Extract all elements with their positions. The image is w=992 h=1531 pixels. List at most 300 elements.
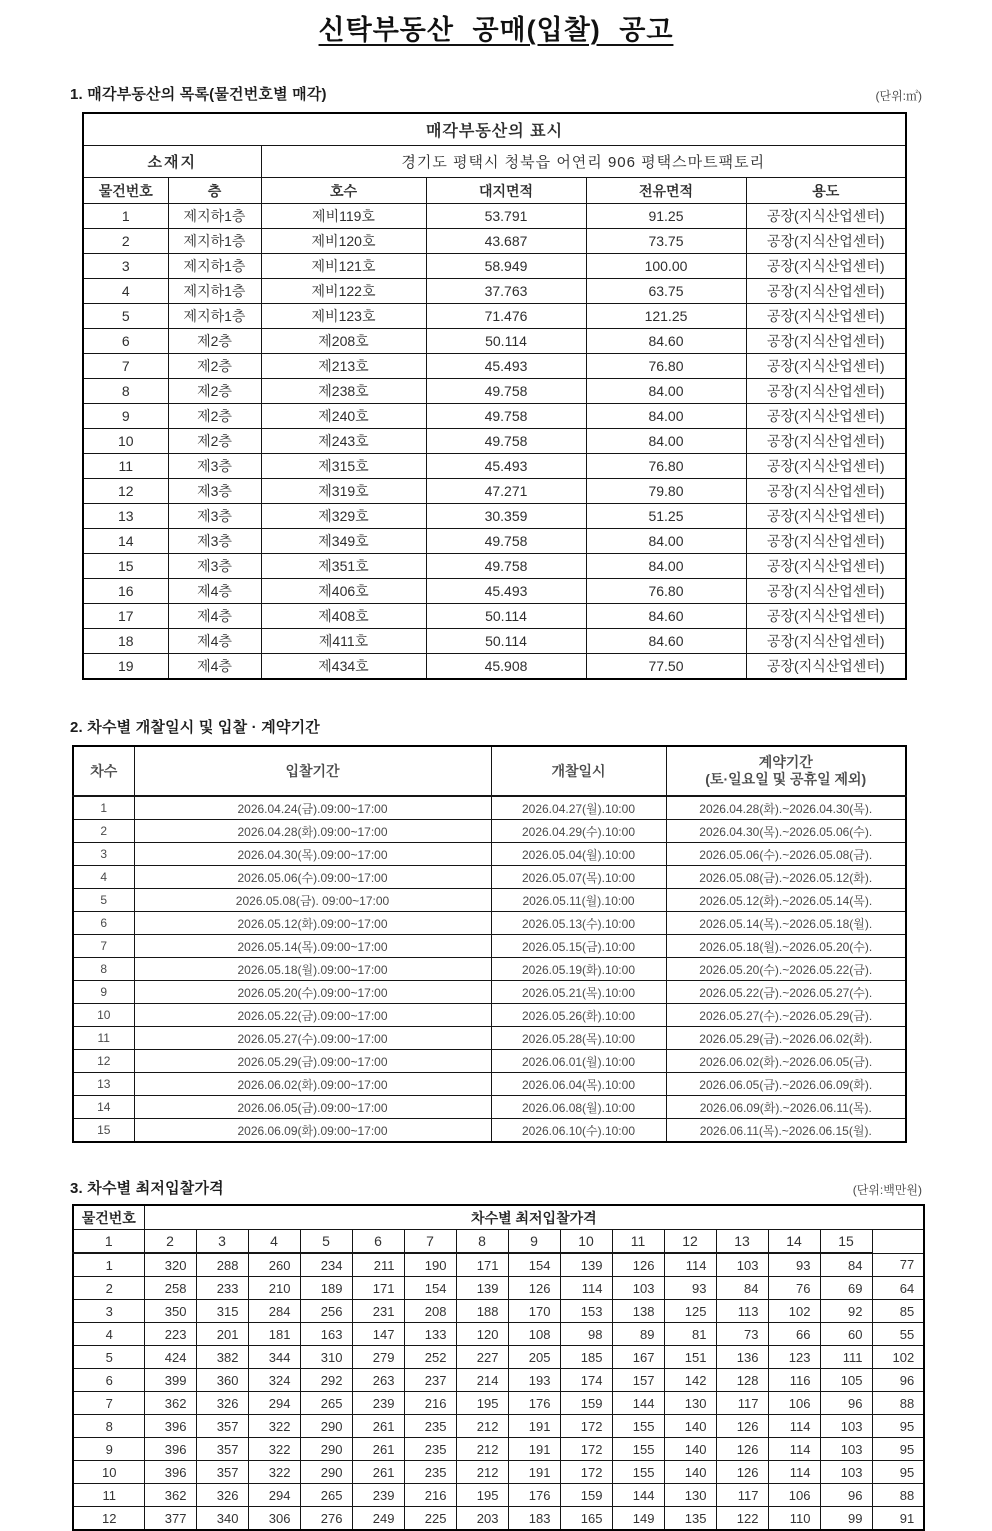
table-row [83,379,906,404]
table-cell: 203 [456,1507,508,1531]
table-cell: 공장(지식산업센터) [746,579,906,604]
table-cell: 105 [820,1369,872,1392]
table-cell: 139 [456,1277,508,1300]
table-cell: 제비122호 [261,279,426,304]
table-cell: 제비121호 [261,254,426,279]
table-cell: 제4층 [168,604,261,629]
table-cell: 326 [196,1392,248,1415]
table-row [73,1096,906,1119]
table-cell: 제406호 [261,579,426,604]
table-cell: 249 [352,1507,404,1531]
table-cell: 5 [300,1230,352,1254]
table-cell: 235 [404,1461,456,1484]
table-cell: 191 [508,1461,560,1484]
table-cell: 310 [300,1346,352,1369]
table-cell: 50.114 [426,629,586,654]
col-header-floor: 층 [168,178,261,204]
table-cell: 96 [872,1369,924,1392]
table-cell: 14 [768,1230,820,1254]
table-cell: 7 [73,935,134,958]
table-cell: 11 [73,1484,144,1507]
table-cell: 2026.05.27(수).09:00~17:00 [134,1027,491,1050]
table-cell: 120 [456,1323,508,1346]
table-cell: 제지하1층 [168,279,261,304]
table-cell: 102 [872,1346,924,1369]
table-cell: 167 [612,1346,664,1369]
table-cell: 공장(지식산업센터) [746,604,906,629]
table-cell: 2026.05.08(금).~2026.05.12(화). [666,866,906,889]
table-cell: 제4층 [168,654,261,680]
table-cell: 12 [664,1230,716,1254]
table-cell: 공장(지식산업센터) [746,329,906,354]
table-cell: 2026.05.20(수).09:00~17:00 [134,981,491,1004]
table-cell: 제349호 [261,529,426,554]
table-cell: 3 [73,1300,144,1323]
table-cell: 45.493 [426,454,586,479]
table-row [73,1392,924,1415]
table-cell: 108 [508,1323,560,1346]
document-page [0,8,992,1526]
table-cell: 172 [560,1461,612,1484]
table-cell: 11 [83,454,168,479]
table-cell: 126 [508,1277,560,1300]
table-cell: 185 [560,1346,612,1369]
table-cell: 2026.05.15(금).10:00 [491,935,666,958]
table-cell: 165 [560,1507,612,1531]
table-cell: 195 [456,1484,508,1507]
table-cell: 제2층 [168,354,261,379]
table-cell: 190 [404,1253,456,1277]
table-cell: 공장(지식산업센터) [746,529,906,554]
table-cell: 103 [820,1438,872,1461]
table-cell: 2026.06.09(화).09:00~17:00 [134,1119,491,1143]
table-cell: 292 [300,1369,352,1392]
table-cell: 362 [144,1392,196,1415]
table-row [73,1004,906,1027]
table-cell: 9 [73,1438,144,1461]
table-cell: 396 [144,1415,196,1438]
table-cell: 73 [716,1323,768,1346]
table-cell: 9 [83,404,168,429]
col-header-bid-period: 입찰기간 [134,746,491,796]
table-cell: 195 [456,1392,508,1415]
table-cell: 265 [300,1484,352,1507]
table-cell: 212 [456,1415,508,1438]
schedule-table-body [73,796,906,1142]
table-cell: 9 [508,1230,560,1254]
table-cell: 77.50 [586,654,746,680]
table-cell: 13 [83,504,168,529]
table-cell: 93 [768,1253,820,1277]
table-cell: 66 [768,1323,820,1346]
table-cell: 171 [352,1277,404,1300]
table-cell: 공장(지식산업센터) [746,554,906,579]
table-cell: 2026.06.10(수).10:00 [491,1119,666,1143]
table-row [73,1461,924,1484]
table-cell: 6 [73,1369,144,1392]
table-cell: 95 [872,1415,924,1438]
table-cell: 140 [664,1438,716,1461]
table-cell: 144 [612,1392,664,1415]
table-cell: 제329호 [261,504,426,529]
table-cell: 제213호 [261,354,426,379]
table-cell: 126 [716,1415,768,1438]
table-row [73,820,906,843]
table-cell: 제2층 [168,429,261,454]
table-cell: 63.75 [586,279,746,304]
table-cell: 155 [612,1415,664,1438]
table-cell: 제비120호 [261,229,426,254]
table-cell: 60 [820,1323,872,1346]
table-cell: 290 [300,1438,352,1461]
table-row [73,843,906,866]
table-cell: 424 [144,1346,196,1369]
property-list-table [82,112,907,680]
table-cell: 2026.05.19(화).10:00 [491,958,666,981]
table-cell: 공장(지식산업센터) [746,404,906,429]
table-cell: 382 [196,1346,248,1369]
table-cell: 2 [144,1230,196,1254]
table-cell: 제408호 [261,604,426,629]
table-row [73,796,906,820]
table-cell: 159 [560,1484,612,1507]
table-cell: 96 [820,1392,872,1415]
table-row [83,454,906,479]
table-cell: 155 [612,1438,664,1461]
table-cell: 183 [508,1507,560,1531]
table-cell: 79.80 [586,479,746,504]
table-cell: 43.687 [426,229,586,254]
table-cell: 357 [196,1415,248,1438]
table-cell: 제319호 [261,479,426,504]
table-cell: 237 [404,1369,456,1392]
table-cell: 10 [83,429,168,454]
table-cell: 91 [872,1507,924,1531]
table-cell: 제지하1층 [168,254,261,279]
table-cell: 제2층 [168,379,261,404]
table-cell: 170 [508,1300,560,1323]
table-cell: 12 [73,1050,134,1073]
table-cell: 211 [352,1253,404,1277]
location-row [83,146,906,178]
table-cell: 8 [73,1415,144,1438]
table-cell: 58.949 [426,254,586,279]
table-cell: 2026.06.05(금).09:00~17:00 [134,1096,491,1119]
table-cell: 306 [248,1507,300,1531]
table-cell: 288 [196,1253,248,1277]
table-cell: 6 [352,1230,404,1254]
table-cell: 147 [352,1323,404,1346]
table-cell: 15 [73,1119,134,1143]
table-cell: 11 [73,1027,134,1050]
table-cell: 4 [73,866,134,889]
table-cell: 176 [508,1392,560,1415]
table-cell: 6 [83,329,168,354]
table-row [73,1300,924,1323]
table-cell: 210 [248,1277,300,1300]
table-cell: 51.25 [586,504,746,529]
table-cell: 151 [664,1346,716,1369]
table-cell: 216 [404,1484,456,1507]
table-row [83,254,906,279]
table-cell: 153 [560,1300,612,1323]
table-cell: 126 [716,1461,768,1484]
table-cell: 396 [144,1461,196,1484]
table-cell: 12 [73,1507,144,1531]
table-cell: 91.25 [586,204,746,229]
table-cell: 84.60 [586,329,746,354]
table-cell: 2026.05.04(월).10:00 [491,843,666,866]
table-cell: 2026.04.27(월).10:00 [491,796,666,820]
table-cell: 50.114 [426,329,586,354]
table-cell: 279 [352,1346,404,1369]
table-cell: 84 [716,1277,768,1300]
table-cell: 99 [820,1507,872,1531]
table-cell: 100.00 [586,254,746,279]
table-cell: 4 [83,279,168,304]
table-cell: 2026.05.12(화).09:00~17:00 [134,912,491,935]
table-cell: 55 [872,1323,924,1346]
table-cell: 제243호 [261,429,426,454]
table-cell: 92 [820,1300,872,1323]
table-cell: 88 [872,1392,924,1415]
section-1-unit-label: (단위:㎡) [875,89,922,103]
table-cell: 114 [768,1415,820,1438]
table-cell: 322 [248,1438,300,1461]
table-cell: 45.493 [426,579,586,604]
table-row [83,304,906,329]
table-cell: 133 [404,1323,456,1346]
table-cell: 106 [768,1392,820,1415]
table-cell: 10 [560,1230,612,1254]
table-cell: 5 [73,889,134,912]
table-cell: 공장(지식산업센터) [746,429,906,454]
table-cell: 17 [83,604,168,629]
table-cell: 2026.05.29(금).09:00~17:00 [134,1050,491,1073]
table-cell: 174 [560,1369,612,1392]
table-cell: 64 [872,1277,924,1300]
table-cell: 2026.05.27(수).~2026.05.29(금). [666,1004,906,1027]
table-cell: 2026.05.22(금).09:00~17:00 [134,1004,491,1027]
table-row [73,1415,924,1438]
table-cell: 258 [144,1277,196,1300]
table-cell: 123 [768,1346,820,1369]
table-cell: 30.359 [426,504,586,529]
table-cell: 225 [404,1507,456,1531]
table-cell: 공장(지식산업센터) [746,229,906,254]
table-cell: 176 [508,1484,560,1507]
table-cell: 157 [612,1369,664,1392]
table-row [83,429,906,454]
table-row [73,1027,906,1050]
table-cell: 114 [664,1253,716,1277]
table-cell: 77 [872,1253,924,1277]
price-span-header: 차수별 최저입찰가격 [144,1205,924,1230]
table-cell: 84.00 [586,379,746,404]
table-cell: 294 [248,1484,300,1507]
table-cell: 290 [300,1415,352,1438]
table-row [73,1119,906,1143]
table-cell: 제3층 [168,454,261,479]
table-cell: 19 [83,654,168,680]
col-header-unit-no: 호수 [261,178,426,204]
table-cell: 47.271 [426,479,586,504]
table-cell: 제240호 [261,404,426,429]
table-cell: 49.758 [426,404,586,429]
table-row [73,1369,924,1392]
table-cell: 9 [73,981,134,1004]
table-cell: 172 [560,1415,612,1438]
col-header-exclusive-area: 전유면적 [586,178,746,204]
table-cell: 2026.06.08(월).10:00 [491,1096,666,1119]
table-cell: 96 [820,1484,872,1507]
table-cell: 공장(지식산업센터) [746,204,906,229]
table-cell: 공장(지식산업센터) [746,479,906,504]
table-row [73,1438,924,1461]
table-cell: 181 [248,1323,300,1346]
table-cell: 공장(지식산업센터) [746,379,906,404]
table-cell: 263 [352,1369,404,1392]
table-cell: 7 [73,1392,144,1415]
table-cell: 5 [73,1346,144,1369]
table-cell: 76.80 [586,454,746,479]
table-cell: 260 [248,1253,300,1277]
table-cell: 제351호 [261,554,426,579]
table-cell: 76 [768,1277,820,1300]
table-cell: 126 [612,1253,664,1277]
section-1-heading: 1. 매각부동산의 목록(물건번호별 매각) [70,86,327,103]
table-cell: 103 [820,1415,872,1438]
table-cell: 113 [716,1300,768,1323]
table-cell: 340 [196,1507,248,1531]
table-cell: 84.00 [586,429,746,454]
table-cell: 제지하1층 [168,204,261,229]
table-cell: 139 [560,1253,612,1277]
table-row [73,1323,924,1346]
table-row [73,889,906,912]
table-cell: 2 [73,820,134,843]
property-table-body [83,204,906,680]
table-cell: 159 [560,1392,612,1415]
table-cell: 95 [872,1438,924,1461]
table-cell: 320 [144,1253,196,1277]
table-cell: 216 [404,1392,456,1415]
location-label: 소재지 [83,146,261,178]
table-row [83,229,906,254]
section-3-heading-row [70,1177,922,1198]
table-row [73,958,906,981]
table-cell: 2026.04.24(금).09:00~17:00 [134,796,491,820]
table-cell: 276 [300,1507,352,1531]
table-cell: 122 [716,1507,768,1531]
table-cell: 252 [404,1346,456,1369]
table-cell: 제3층 [168,554,261,579]
table-cell: 제315호 [261,454,426,479]
table-row [83,579,906,604]
table-cell: 4 [248,1230,300,1254]
table-cell: 114 [768,1461,820,1484]
table-cell: 155 [612,1461,664,1484]
table-cell: 2026.05.14(목).~2026.05.18(월). [666,912,906,935]
table-cell: 294 [248,1392,300,1415]
table-cell: 2026.05.11(월).10:00 [491,889,666,912]
table-cell: 239 [352,1392,404,1415]
table-cell: 130 [664,1484,716,1507]
table-cell: 4 [73,1323,144,1346]
table-row [73,912,906,935]
table-cell: 2026.06.05(금).~2026.06.09(화). [666,1073,906,1096]
table-row [83,654,906,680]
table-cell: 13 [716,1230,768,1254]
col-header-round: 차수 [73,746,134,796]
contract-period-line2: (토·일요일 및 공휴일 제외) [705,771,867,787]
table-cell: 212 [456,1438,508,1461]
min-bid-price-table [72,1204,925,1531]
table-cell: 공장(지식산업센터) [746,629,906,654]
table-row [83,354,906,379]
table-cell: 공장(지식산업센터) [746,304,906,329]
table-cell: 326 [196,1484,248,1507]
table-cell: 93 [664,1277,716,1300]
table-row [83,504,906,529]
table-cell: 10 [73,1461,144,1484]
table-cell: 12 [83,479,168,504]
table-cell: 제3층 [168,504,261,529]
table-cell: 231 [352,1300,404,1323]
table-cell: 1 [83,204,168,229]
section-1-heading-row [70,83,922,104]
table-cell: 399 [144,1369,196,1392]
table-cell: 256 [300,1300,352,1323]
table-cell: 제2층 [168,404,261,429]
property-table-header-row [83,178,906,204]
table-cell: 7 [404,1230,456,1254]
table-cell: 114 [560,1277,612,1300]
table-cell: 2026.05.06(수).09:00~17:00 [134,866,491,889]
table-cell: 제비123호 [261,304,426,329]
table-cell: 49.758 [426,529,586,554]
table-cell: 76.80 [586,354,746,379]
table-cell: 396 [144,1438,196,1461]
table-cell: 193 [508,1369,560,1392]
table-row [73,1230,924,1254]
table-cell: 8 [83,379,168,404]
table-cell: 235 [404,1438,456,1461]
table-row [83,279,906,304]
table-cell: 2026.05.13(수).10:00 [491,912,666,935]
table-cell: 2026.05.12(화).~2026.05.14(목). [666,889,906,912]
section-3-heading: 3. 차수별 최저입찰가격 [70,1180,224,1197]
table-cell: 103 [612,1277,664,1300]
table-cell: 1 [73,1253,144,1277]
table-cell: 공장(지식산업센터) [746,454,906,479]
table-cell: 37.763 [426,279,586,304]
col-header-usage: 용도 [746,178,906,204]
table-cell: 261 [352,1415,404,1438]
table-cell: 2026.05.22(금).~2026.05.27(수). [666,981,906,1004]
table-cell: 81 [664,1323,716,1346]
location-value: 경기도 평택시 청북읍 어연리 906 평택스마트팩토리 [261,146,906,178]
table-cell: 110 [768,1507,820,1531]
table-cell: 106 [768,1484,820,1507]
price-table-header-row [73,1205,924,1230]
table-cell: 제208호 [261,329,426,354]
table-cell: 290 [300,1461,352,1484]
table-cell: 117 [716,1392,768,1415]
table-cell: 135 [664,1507,716,1531]
table-cell: 공장(지식산업센터) [746,279,906,304]
table-cell: 84 [820,1253,872,1277]
